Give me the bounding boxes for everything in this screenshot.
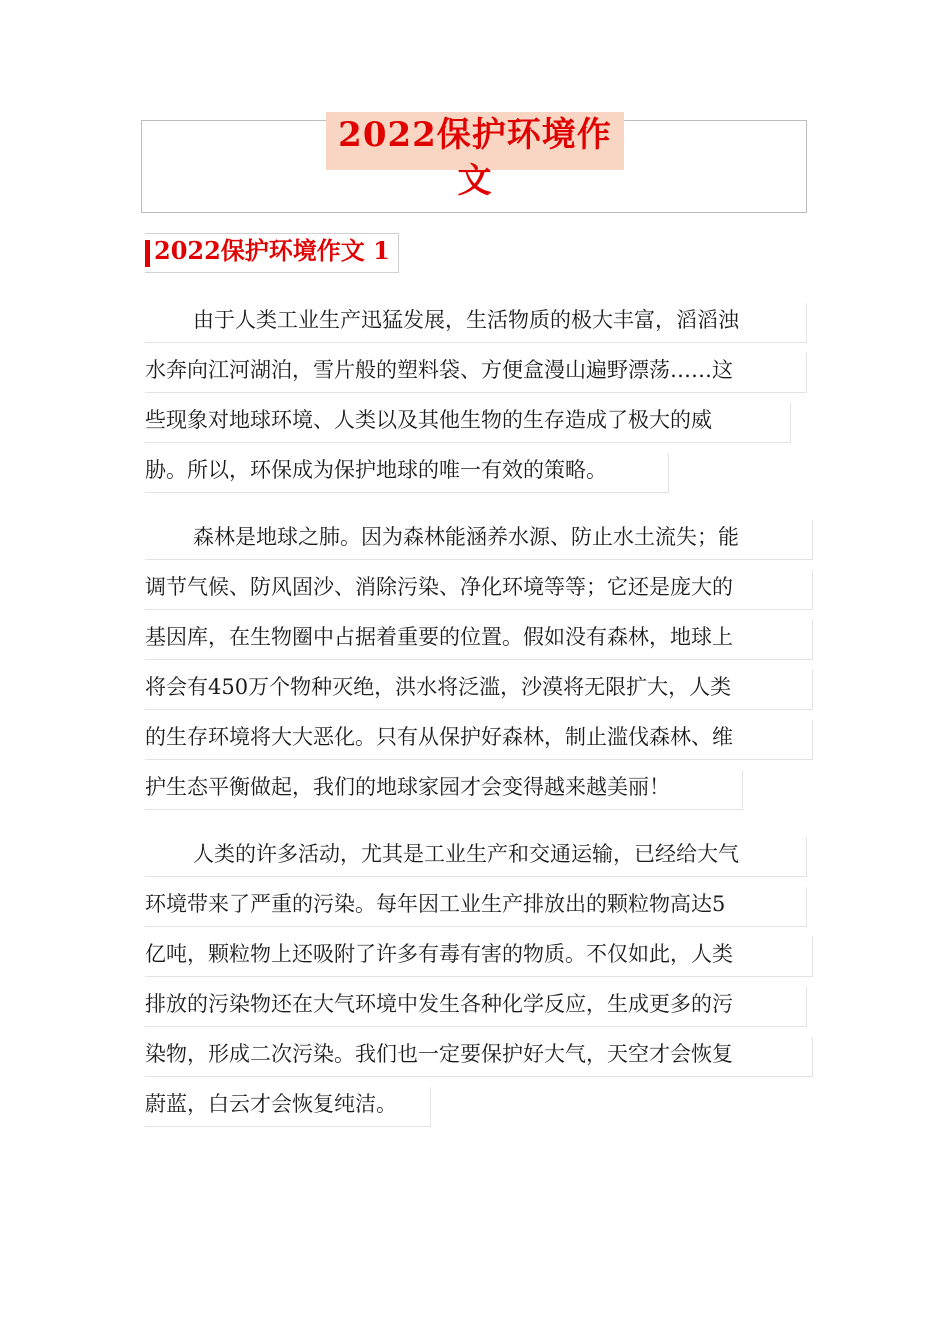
paragraph-line: 基因库，在生物圈中占据着重要的位置。假如没有森林，地球上 (145, 620, 813, 660)
paragraph-line: 护生态平衡做起，我们的地球家园才会变得越来越美丽！ (145, 770, 743, 810)
paragraph-line: 胁。所以，环保成为保护地球的唯一有效的策略。 (145, 453, 669, 493)
paragraph-line: 水奔向江河湖泊，雪片般的塑料袋、方便盒漫山遍野漂荡……这 (145, 353, 807, 393)
paragraph-line: 的生存环境将大大恶化。只有从保护好森林，制止滥伐森林、维 (145, 720, 813, 760)
paragraph-line: 将会有450万个物种灭绝，洪水将泛滥，沙漠将无限扩大，人类 (145, 670, 813, 710)
paragraph-line: 环境带来了严重的污染。每年因工业生产排放出的颗粒物高达5 (145, 887, 807, 927)
paragraph-line: 森林是地球之肺。因为森林能涵养水源、防止水土流失；能 (145, 520, 813, 560)
paragraph-line: 人类的许多活动，尤其是工业生产和交通运输，已经给大气 (145, 837, 807, 877)
section-heading: 2022保护环境作文 1 (154, 236, 390, 265)
paragraph-line: 些现象对地球环境、人类以及其他生物的生存造成了极大的威 (145, 403, 791, 443)
document-title: 2022保护环境作文 (326, 112, 624, 170)
paragraph-line: 排放的污染物还在大气环境中发生各种化学反应，生成更多的污 (145, 987, 807, 1027)
paragraph-line: 调节气候、防风固沙、消除污染、净化环境等等；它还是庞大的 (145, 570, 813, 610)
heading-marker (145, 240, 150, 267)
paragraph-line: 染物，形成二次污染。我们也一定要保护好大气，天空才会恢复 (145, 1037, 813, 1077)
paragraph-line: 由于人类工业生产迅猛发展，生活物质的极大丰富，滔滔浊 (145, 303, 807, 343)
paragraph-line: 蔚蓝，白云才会恢复纯洁。 (145, 1087, 431, 1127)
paragraph-line: 亿吨，颗粒物上还吸附了许多有毒有害的物质。不仅如此，人类 (145, 937, 813, 977)
